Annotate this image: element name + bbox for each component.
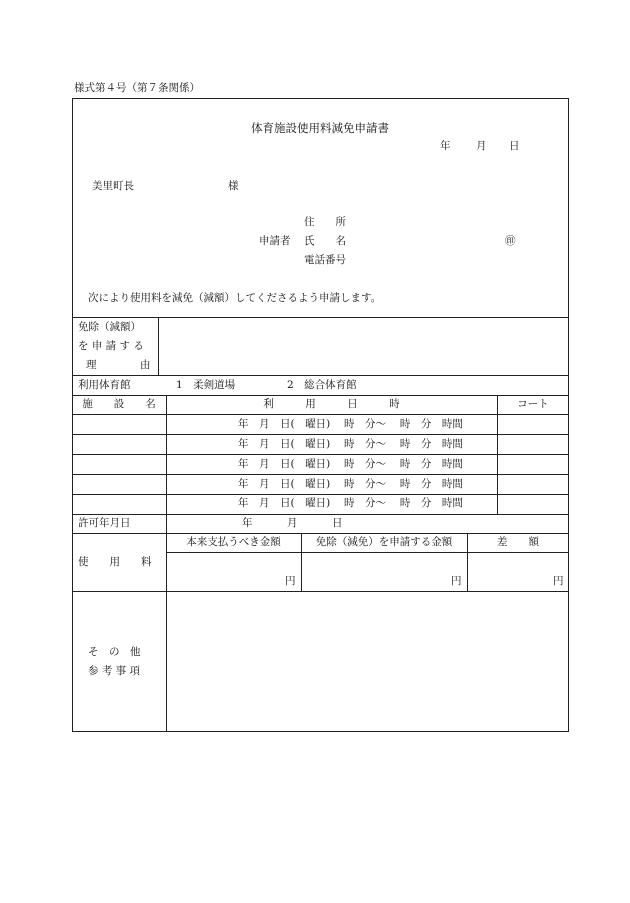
applicant-address-label: 住 所 xyxy=(304,216,346,228)
facility-name-header: 施 設 名 xyxy=(82,398,156,410)
rule xyxy=(72,375,569,376)
fee-col-original: 本来支払うべき金額 xyxy=(186,536,281,548)
reason-label-3b: 由 xyxy=(140,359,151,371)
form-label: 様式第４号（第７条関係） xyxy=(74,82,200,94)
rule xyxy=(72,533,569,534)
permit-date-label: 許可年月日 xyxy=(78,517,131,529)
intro-text: 次により使用料を減免（減額）してくださるよう申請します。 xyxy=(88,292,382,304)
date-month: 月 xyxy=(476,140,487,152)
form-title: 体育施設使用料減免申請書 xyxy=(251,121,389,135)
fee-unit-original: 円 xyxy=(285,575,296,587)
rule xyxy=(158,317,159,375)
addressee-honorific: 様 xyxy=(228,180,239,192)
rule xyxy=(72,494,569,495)
date-year: 年 xyxy=(440,140,451,152)
reason-label-2: を 申 請 す る xyxy=(78,340,144,352)
applicant-label: 申請者 xyxy=(259,235,291,247)
reason-label-3a: 理 xyxy=(86,359,97,371)
rule xyxy=(72,395,569,396)
other-label-1: そ の 他 xyxy=(88,646,141,658)
reason-input[interactable] xyxy=(160,319,567,374)
applicant-phone-label: 電話番号 xyxy=(304,254,346,266)
permit-month: 月 xyxy=(287,517,298,529)
rule xyxy=(72,514,569,515)
schedule-row[interactable]: 年 月 日( 曜日) 時 分～ 時 分 時間 xyxy=(238,478,463,490)
addressee-name: 美里町長 xyxy=(92,180,134,192)
rule xyxy=(72,591,569,592)
court-header: コート xyxy=(517,398,549,410)
rule xyxy=(166,395,167,732)
rule xyxy=(166,552,569,553)
rule xyxy=(72,317,569,318)
applicant-name-label: 氏 名 xyxy=(304,235,346,247)
fee-col-exempt: 免除（減免）を申請する金額 xyxy=(315,536,453,548)
rule xyxy=(72,474,569,475)
datetime-header: 利 用 日 時 xyxy=(263,398,400,410)
fee-label: 使 用 料 xyxy=(78,556,152,568)
other-label-2: 参 考 事 項 xyxy=(88,665,141,677)
fee-unit-difference: 円 xyxy=(553,575,564,587)
date-day: 日 xyxy=(509,140,520,152)
permit-day: 日 xyxy=(332,517,343,529)
seal-mark: ㊞ xyxy=(505,235,516,247)
facility-label: 利用体育館 xyxy=(78,379,131,391)
reason-label-1: 免除（減額） xyxy=(78,321,141,333)
schedule-row[interactable]: 年 月 日( 曜日) 時 分～ 時 分 時間 xyxy=(238,438,463,450)
other-notes-input[interactable] xyxy=(168,593,567,730)
schedule-row[interactable]: 年 月 日( 曜日) 時 分～ 時 分 時間 xyxy=(238,497,463,509)
fee-col-difference: 差 額 xyxy=(497,536,539,548)
rule xyxy=(497,395,498,514)
rule xyxy=(72,414,569,415)
facility-option-gym[interactable]: 2 総合体育館 xyxy=(287,379,357,391)
permit-year: 年 xyxy=(242,517,253,529)
fee-unit-exempt: 円 xyxy=(451,575,462,587)
facility-option-judo[interactable]: 1 柔剣道場 xyxy=(176,379,236,391)
rule xyxy=(72,434,569,435)
schedule-row[interactable]: 年 月 日( 曜日) 時 分～ 時 分 時間 xyxy=(238,418,463,430)
rule xyxy=(72,454,569,455)
schedule-row[interactable]: 年 月 日( 曜日) 時 分～ 時 分 時間 xyxy=(238,458,463,470)
